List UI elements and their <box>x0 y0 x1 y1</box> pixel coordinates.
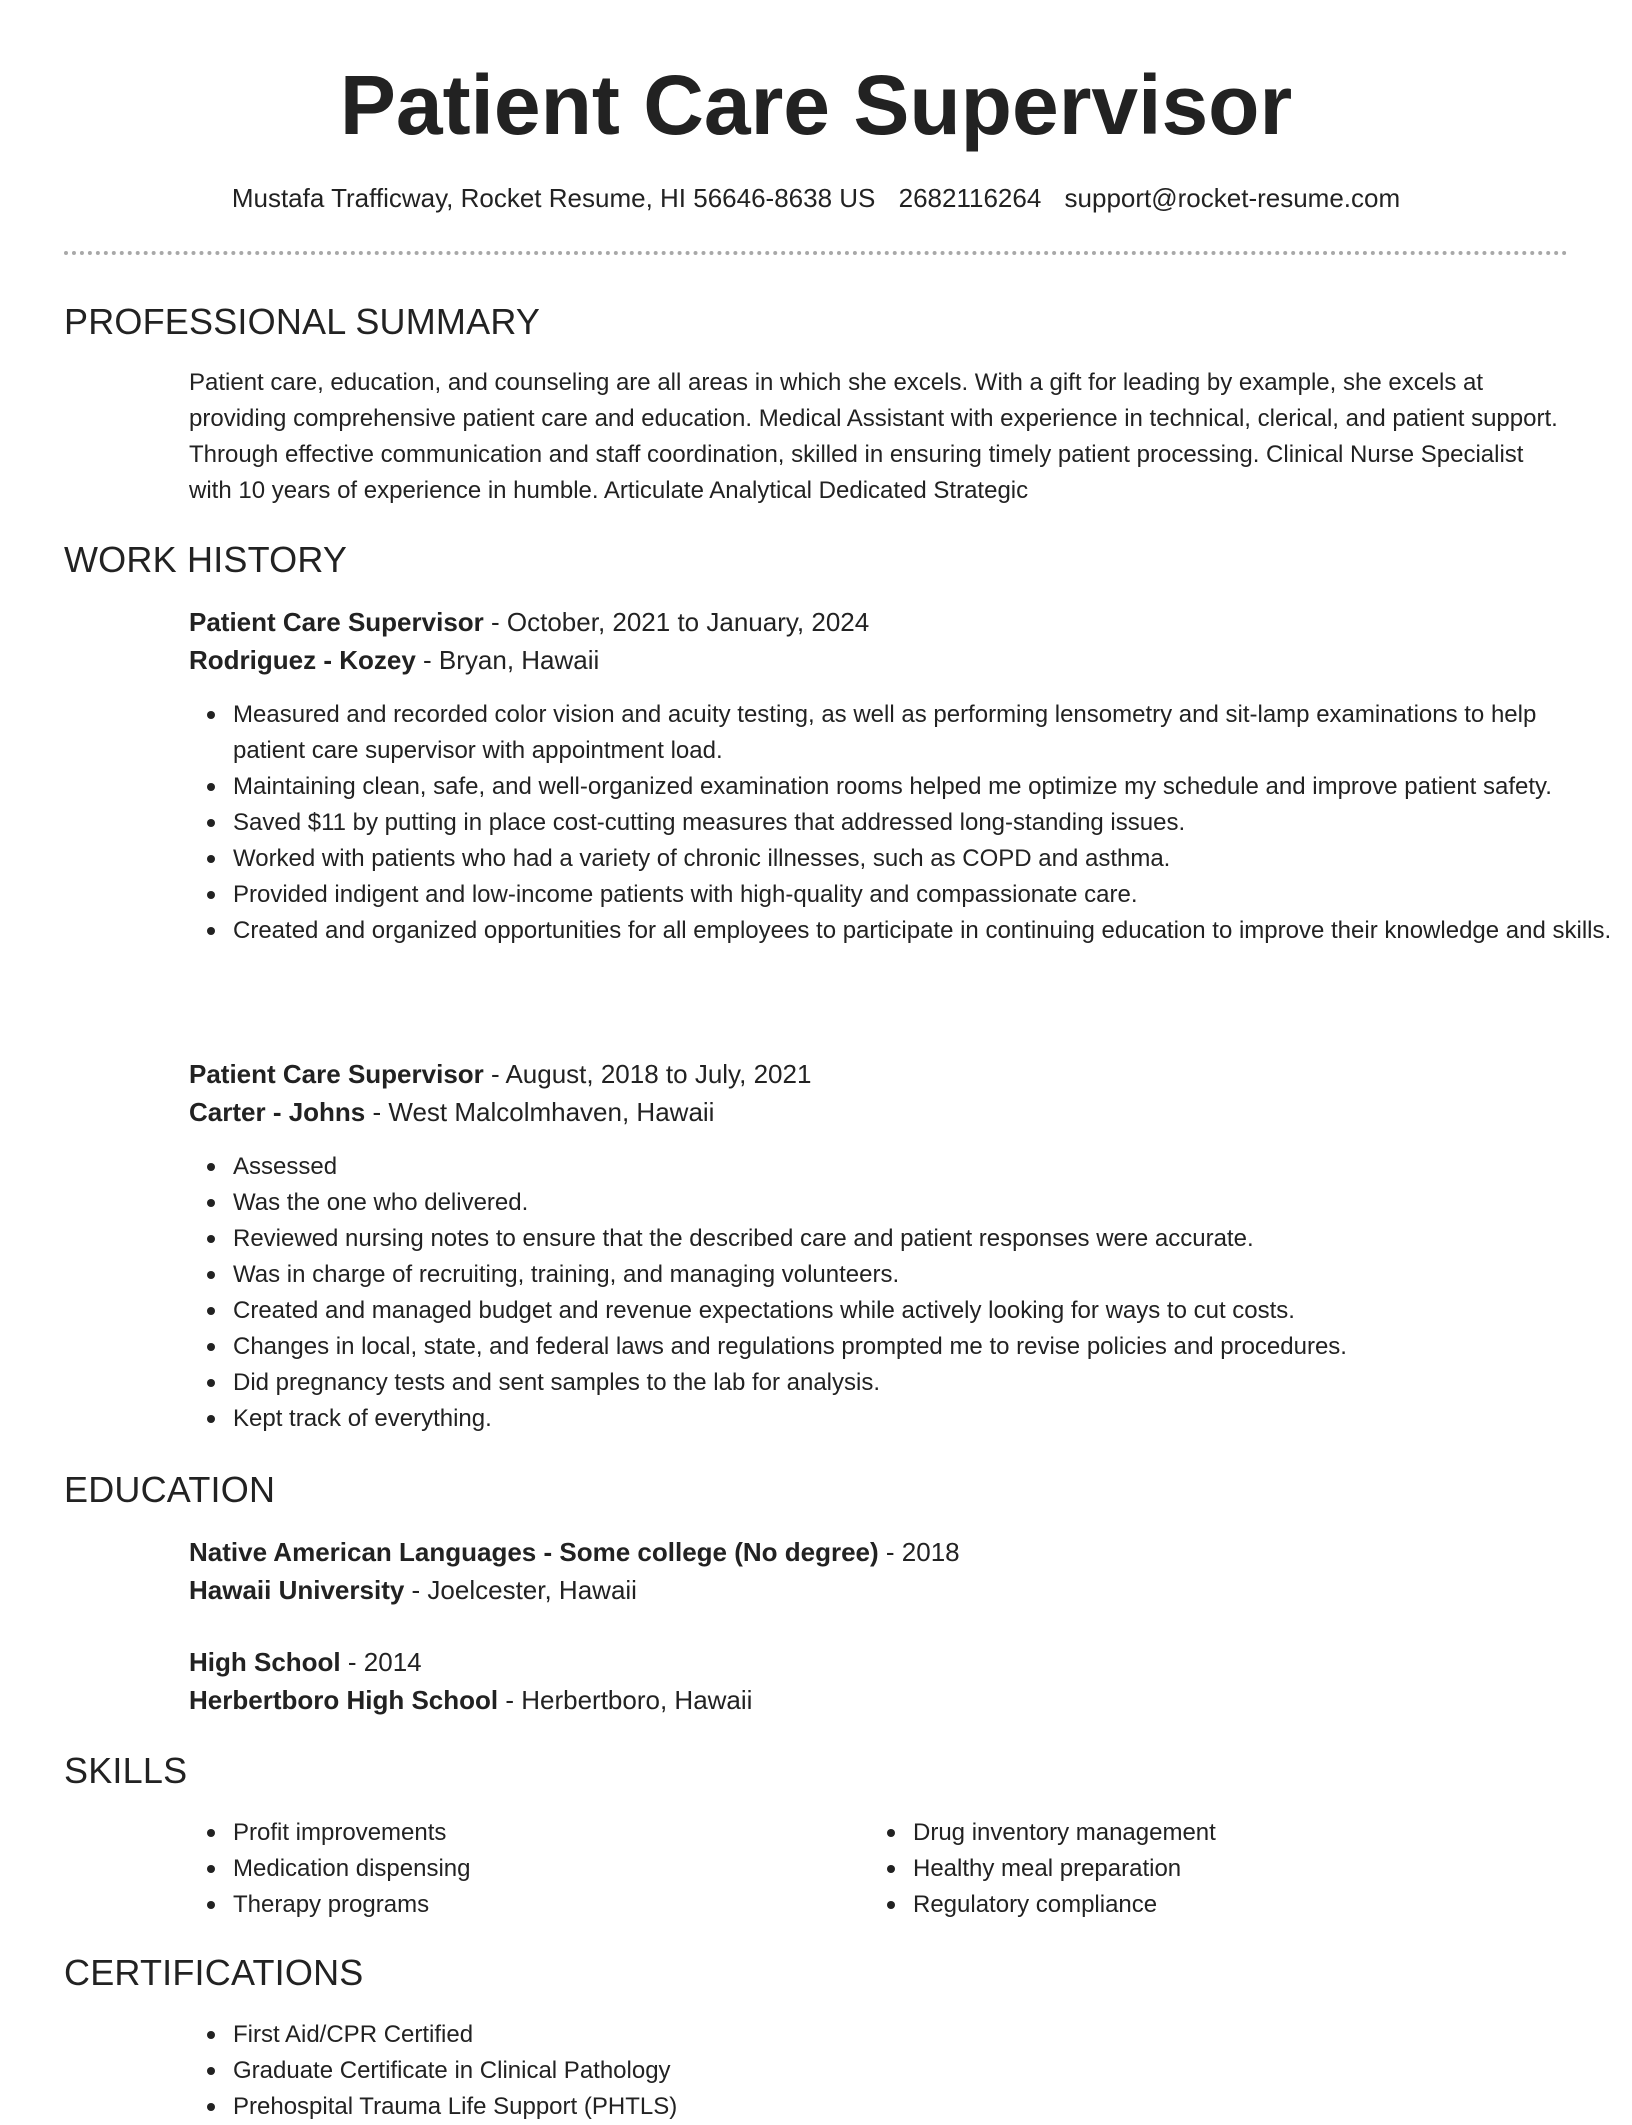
education-2-degree: High School <box>189 1647 341 1677</box>
job-2-location: - West Malcolmhaven, Hawaii <box>365 1097 715 1127</box>
header-divider <box>64 251 1568 255</box>
job-2-dates: - August, 2018 to July, 2021 <box>483 1059 812 1089</box>
list-item: Maintaining clean, safe, and well-organized examination rooms helped me optimize my schedule and improve patient safety. <box>233 769 1613 805</box>
list-item: Changes in local, state, and federal laws and regulations prompted me to revise policies and procedures. <box>233 1329 1613 1365</box>
list-item: Kept track of everything. <box>233 1401 1613 1437</box>
education-1-school-line <box>189 1571 1569 1609</box>
education-heading: EDUCATION <box>64 1469 276 1510</box>
certifications-heading: CERTIFICATIONS <box>64 1952 364 1993</box>
contact-line <box>0 180 1632 216</box>
education-2-school-line <box>189 1681 1569 1719</box>
list-item: Measured and recorded color vision and acuity testing, as well as performing lensometry and sit-lamp examinations to help patient care supervisor with appointment load. <box>233 697 1613 769</box>
job-1-company-line <box>189 641 1569 679</box>
job-2-position: Patient Care Supervisor <box>189 1059 484 1089</box>
education-2-degree-line <box>189 1643 1569 1681</box>
job-2-company: Carter - Johns <box>189 1097 366 1127</box>
list-item: Medication dispensing <box>233 1851 833 1887</box>
certifications-list <box>189 2017 1613 2125</box>
list-item: Assessed <box>233 1149 1613 1185</box>
skills-heading: SKILLS <box>64 1750 188 1791</box>
summary-text: Patient care, education, and counseling are all areas in which she excels. With a gift for leading by example, she excels at providing comprehensive patient care and education. Medical Assistant with experience in technical, clerical, and patient support. Through effective communication and staff coordination, skilled in ensuring timely patient processing. Clinical Nurse Specialist with 10 years of experience in humble. Articulate Analytical Dedicated Strategic <box>189 369 1558 504</box>
skills-list-right <box>869 1815 1513 1923</box>
job-2-title-line <box>189 1055 1569 1093</box>
list-item: Therapy programs <box>233 1887 833 1923</box>
job-1-title-line <box>189 603 1569 641</box>
education-2-location: - Herbertboro, Hawaii <box>498 1685 753 1715</box>
job-1-company: Rodriguez - Kozey <box>189 645 416 675</box>
list-item: Prehospital Trauma Life Support (PHTLS) <box>233 2089 1613 2125</box>
contact-address: Mustafa Trafficway, Rocket Resume, HI 56646-8638 US <box>231 183 876 213</box>
list-item: Graduate Certificate in Clinical Pathology <box>233 2053 1613 2089</box>
education-2-school: Herbertboro High School <box>189 1685 499 1715</box>
list-item: Healthy meal preparation <box>913 1851 1513 1887</box>
list-item: Did pregnancy tests and sent samples to the lab for analysis. <box>233 1365 1613 1401</box>
list-item: Regulatory compliance <box>913 1887 1513 1923</box>
job-1-position: Patient Care Supervisor <box>189 607 484 637</box>
education-1-year: - 2018 <box>878 1537 960 1567</box>
work-history-heading: WORK HISTORY <box>64 539 348 580</box>
education-1-degree-line <box>189 1533 1569 1571</box>
skills-list-left <box>189 1815 833 1923</box>
list-item: Profit improvements <box>233 1815 833 1851</box>
resume-title: Patient Care Supervisor <box>339 58 1293 152</box>
list-item: Created and managed budget and revenue expectations while actively looking for ways to cut costs. <box>233 1293 1613 1329</box>
list-item: Was in charge of recruiting, training, and managing volunteers. <box>233 1257 1613 1293</box>
summary-heading: PROFESSIONAL SUMMARY <box>64 301 541 342</box>
job-1-location: - Bryan, Hawaii <box>415 645 600 675</box>
job-2-duties <box>189 1149 1613 1437</box>
education-2-year: - 2014 <box>340 1647 422 1677</box>
list-item: Created and organized opportunities for all employees to participate in continuing education to improve their knowledge and skills. <box>233 913 1613 949</box>
job-1-duties <box>189 697 1613 949</box>
job-2-company-line <box>189 1093 1569 1131</box>
education-1-degree: Native American Languages - Some college (No degree) <box>189 1537 879 1567</box>
list-item: Reviewed nursing notes to ensure that the described care and patient responses were accurate. <box>233 1221 1613 1257</box>
list-item: First Aid/CPR Certified <box>233 2017 1613 2053</box>
education-1-school: Hawaii University <box>189 1575 405 1605</box>
list-item: Saved $11 by putting in place cost-cutting measures that addressed long-standing issues. <box>233 805 1613 841</box>
contact-email: support@rocket-resume.com <box>1064 183 1401 213</box>
list-item: Provided indigent and low-income patients with high-quality and compassionate care. <box>233 877 1613 913</box>
education-1-location: - Joelcester, Hawaii <box>404 1575 637 1605</box>
list-item: Was the one who delivered. <box>233 1185 1613 1221</box>
contact-phone: 2682116264 <box>898 183 1042 213</box>
job-1-dates: - October, 2021 to January, 2024 <box>483 607 870 637</box>
list-item: Worked with patients who had a variety of chronic illnesses, such as COPD and asthma. <box>233 841 1613 877</box>
list-item: Drug inventory management <box>913 1815 1513 1851</box>
